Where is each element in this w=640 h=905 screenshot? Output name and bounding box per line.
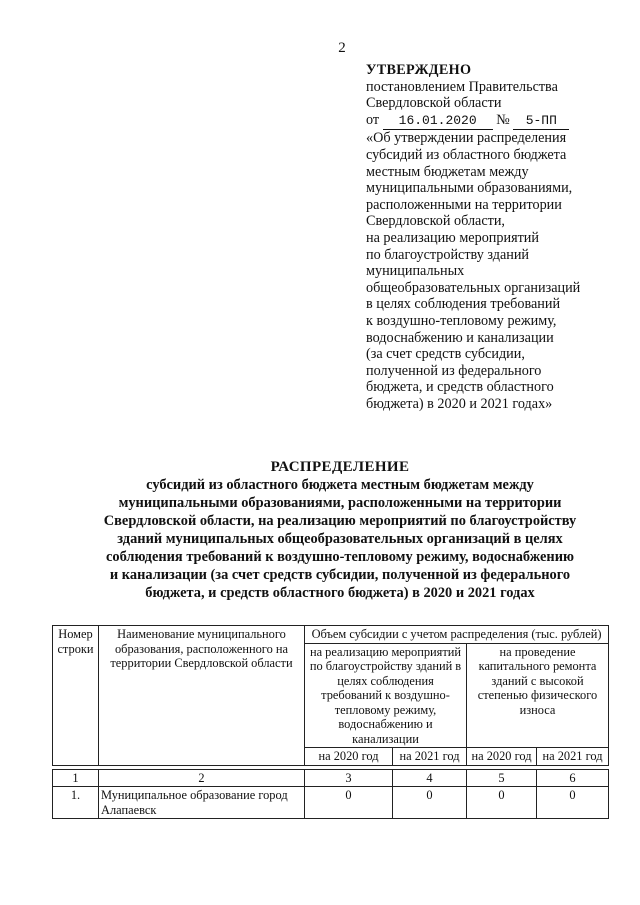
- approval-subject-line: субсидий из областного бюджета: [366, 146, 567, 163]
- header-a-2020: на 2020 год: [305, 748, 393, 766]
- value-b-2020: 0: [467, 787, 537, 819]
- value-a-2021: 0: [393, 787, 467, 819]
- approval-subject-line: (за счет средств субсидии,: [366, 346, 525, 363]
- approval-subject-line: местным бюджетам между: [366, 163, 529, 180]
- approval-subject-line: расположенными на территории: [366, 196, 562, 213]
- subsidy-table: [52, 625, 609, 819]
- header-b-2020: на 2020 год: [467, 748, 537, 766]
- document-title: [60, 458, 620, 602]
- approval-number: 5-ПП: [513, 113, 569, 131]
- header-row-number: Номер строки: [53, 626, 99, 766]
- approval-date-line: [366, 112, 616, 131]
- approval-subject-line: общеобразовательных организаций: [366, 279, 581, 296]
- from-prefix: от: [366, 111, 380, 128]
- title-line: субсидий из областного бюджета местным бюджетам между: [146, 477, 534, 493]
- page-number: 2: [338, 40, 346, 56]
- approval-block: [366, 62, 616, 412]
- header-a-2021: на 2021 год: [393, 748, 467, 766]
- title-line: муниципальными образованиями, расположенными на территории: [118, 495, 562, 511]
- title-line: и канализации (за счет средств субсидии, полученной из федерального: [109, 567, 571, 583]
- approval-region: Свердловской области: [366, 95, 502, 112]
- approval-subject-line: бюджета) в 2020 и 2021 годах»: [366, 395, 553, 412]
- header-group-b: на проведение капитального ремонта зданий с высокой степенью физического износа: [467, 643, 609, 748]
- approval-subject-line: к воздушно-тепловому режиму,: [366, 312, 557, 329]
- table-header-row: [53, 626, 609, 644]
- approval-subject-line: муниципальными образованиями,: [366, 180, 573, 197]
- column-number: 4: [393, 769, 467, 787]
- number-prefix: №: [496, 111, 510, 128]
- title-line: бюджета, и средств областного бюджета) в 2020 и 2021 годах: [145, 585, 535, 601]
- approval-subject-line: бюджета, и средств областного: [366, 379, 554, 396]
- approval-subject-line: полученной из федерального: [366, 362, 542, 379]
- municipality-name: Муниципальное образование город Алапаевск: [99, 787, 305, 819]
- approval-subject-line: на реализацию мероприятий: [366, 229, 539, 246]
- header-municipality: Наименование муниципального образования, расположенного на территории Свердловской области: [99, 626, 305, 766]
- row-number: 1.: [53, 787, 99, 819]
- table-row: [53, 787, 609, 819]
- title-line: зданий муниципальных общеобразовательных организаций в целях: [117, 531, 563, 547]
- title-heading: РАСПРЕДЕЛЕНИЕ: [270, 459, 410, 475]
- column-number: 2: [99, 769, 305, 787]
- approval-subject-line: водоснабжению и канализации: [366, 329, 554, 346]
- column-number-row: [53, 769, 609, 787]
- approval-subject-line: в целях соблюдения требований: [366, 296, 561, 313]
- column-number: 5: [467, 769, 537, 787]
- header-volume: Объем субсидии с учетом распределения (тыс. рублей): [305, 626, 609, 644]
- title-line: соблюдения требований к воздушно-тепловому режиму, водоснабжению: [106, 549, 574, 565]
- approval-stamp: УТВЕРЖДЕНО: [366, 62, 472, 78]
- value-b-2021: 0: [537, 787, 609, 819]
- approval-by: постановлением Правительства: [366, 78, 558, 95]
- approval-subject-line: по благоустройству зданий: [366, 246, 530, 263]
- value-a-2020: 0: [305, 787, 393, 819]
- approval-subject-line: «Об утверждении распределения: [366, 130, 567, 147]
- column-number: 6: [537, 769, 609, 787]
- approval-date: 16.01.2020: [383, 113, 493, 131]
- approval-subject-line: муниципальных: [366, 263, 465, 280]
- title-line: Свердловской области, на реализацию мероприятий по благоустройству: [103, 513, 577, 529]
- approval-subject-line: Свердловской области,: [366, 213, 505, 230]
- column-number: 3: [305, 769, 393, 787]
- header-group-a: на реализацию мероприятий по благоустройству зданий в целях соблюдения требований к воздушно-тепловому режиму, водоснабжению и канализации: [305, 643, 467, 748]
- column-number: 1: [53, 769, 99, 787]
- header-b-2021: на 2021 год: [537, 748, 609, 766]
